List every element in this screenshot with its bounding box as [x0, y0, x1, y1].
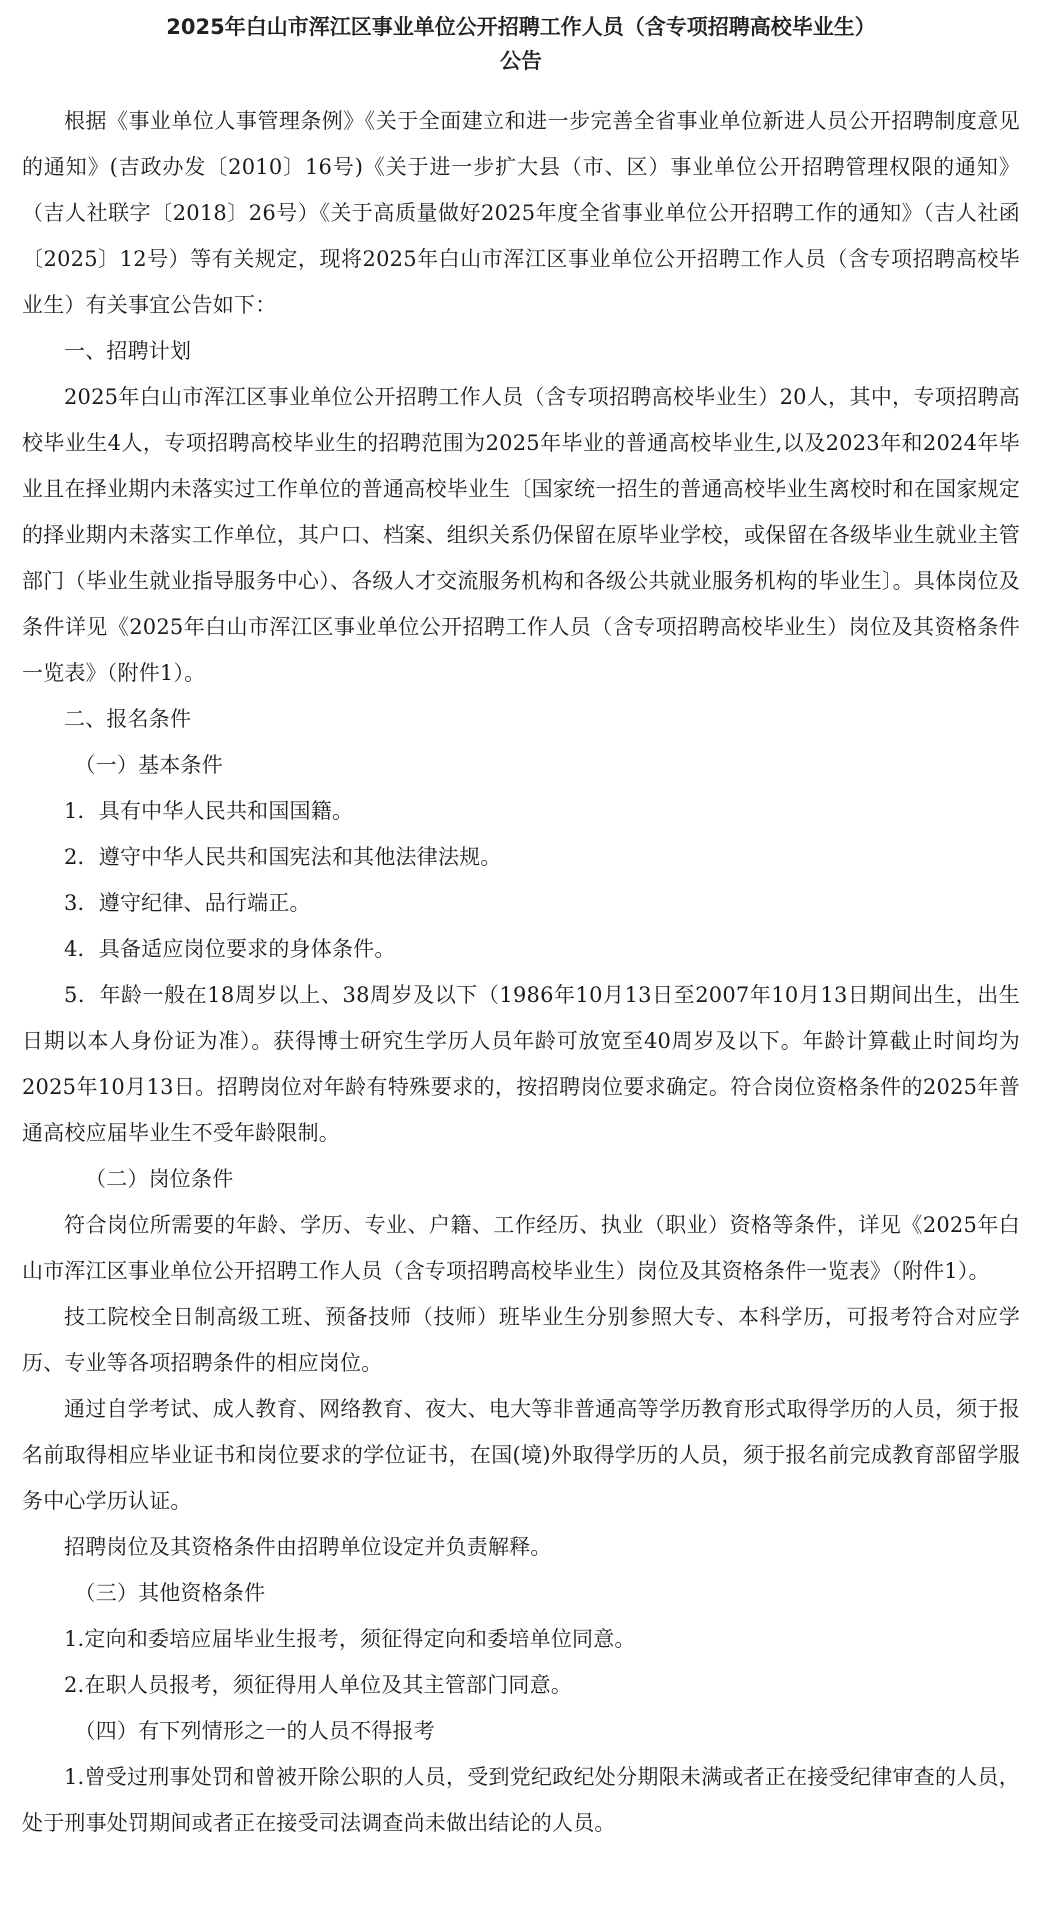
- document-body: [22, 98, 1020, 1846]
- post-paragraph: 通过自学考试、成人教育、网络教育、夜大、电大等非普通高等学历教育形式取得学历的人员，须于报名前取得相应毕业证书和岗位要求的学位证书，在国(境)外取得学历的人员，须于报名前完成教育部留学服务中心学历认证。: [22, 1397, 1020, 1513]
- subheading-other: （三）其他资格条件: [74, 1581, 266, 1605]
- list-item: 1．具有中华人民共和国国籍。: [64, 799, 354, 823]
- list-item: 2.在职人员报考，须征得用人单位及其主管部门同意。: [64, 1673, 573, 1697]
- plan-paragraph: 2025年白山市浑江区事业单位公开招聘工作人员（含专项招聘高校毕业生）20人，其中，专项招聘高校毕业生4人，专项招聘高校毕业生的招聘范围为2025年毕业的普通高校毕业生,以及2023年和2024年毕业且在择业期内未落实过工作单位的普通高校毕业生〔国家统一招生的普通高校毕业生离校时和在国家规定的择业期内未落实工作单位，其户口、档案、组织关系仍保留在原毕业学校，或保留在各级毕业生就业主管部门（毕业生就业指导服务中心）、各级人才交流服务机构和各级公共就业服务机构的毕业生〕。具体岗位及条件详见《2025年白山市浑江区事业单位公开招聘工作人员（含专项招聘高校毕业生）岗位及其资格条件一览表》（附件1）。: [22, 385, 1020, 685]
- list-item: 1.定向和委培应届毕业生报考，须征得定向和委培单位同意。: [64, 1627, 636, 1651]
- list-item: 5．年龄一般在18周岁以上、38周岁及以下（1986年10月13日至2007年10月13日期间出生，出生日期以本人身份证为准）。获得博士研究生学历人员年龄可放宽至40周岁及以下。年龄计算截止时间均为2025年10月13日。招聘岗位对年龄有特殊要求的，按招聘岗位要求确定。符合岗位资格条件的2025年普通高校应届毕业生不受年龄限制。: [22, 983, 1020, 1145]
- title-line-2: 公告: [500, 49, 542, 73]
- post-paragraph: 技工院校全日制高级工班、预备技师（技师）班毕业生分别参照大专、本科学历，可报考符合对应学历、专业等各项招聘条件的相应岗位。: [22, 1305, 1020, 1375]
- subheading-excluded: （四）有下列情形之一的人员不得报考: [74, 1719, 435, 1743]
- section-heading-plan: 一、招聘计划: [64, 339, 192, 363]
- list-item: 1.曾受过刑事处罚和曾被开除公职的人员，受到党纪政纪处分期限未满或者正在接受纪律审查的人员，处于刑事处罚期间或者正在接受司法调查尚未做出结论的人员。: [22, 1765, 1020, 1835]
- section-heading-requirements: 二、报名条件: [64, 707, 192, 731]
- list-item: 3．遵守纪律、品行端正。: [64, 891, 311, 915]
- post-paragraph: 符合岗位所需要的年龄、学历、专业、户籍、工作经历、执业（职业）资格等条件，详见《2025年白山市浑江区事业单位公开招聘工作人员（含专项招聘高校毕业生）岗位及其资格条件一览表》（附件1）。: [22, 1213, 1020, 1283]
- post-paragraph: 招聘岗位及其资格条件由招聘单位设定并负责解释。: [64, 1535, 552, 1559]
- document-title: [22, 10, 1020, 78]
- title-line-1: 2025年白山市浑江区事业单位公开招聘工作人员（含专项招聘高校毕业生）: [166, 15, 876, 39]
- intro-paragraph: 根据《事业单位人事管理条例》《关于全面建立和进一步完善全省事业单位新进人员公开招聘制度意见的通知》(吉政办发〔2010〕16号)《关于进一步扩大县（市、区）事业单位公开招聘管理权限的通知》（吉人社联字〔2018〕26号）《关于高质量做好2025年度全省事业单位公开招聘工作的通知》（吉人社函〔2025〕12号）等有关规定，现将2025年白山市浑江区事业单位公开招聘工作人员（含专项招聘高校毕业生）有关事宜公告如下：: [22, 109, 1020, 317]
- list-item: 4．具备适应岗位要求的身体条件。: [64, 937, 396, 961]
- subheading-post: （二）岗位条件: [85, 1167, 234, 1191]
- list-item: 2．遵守中华人民共和国宪法和其他法律法规。: [64, 845, 502, 869]
- subheading-basic: （一）基本条件: [74, 753, 223, 777]
